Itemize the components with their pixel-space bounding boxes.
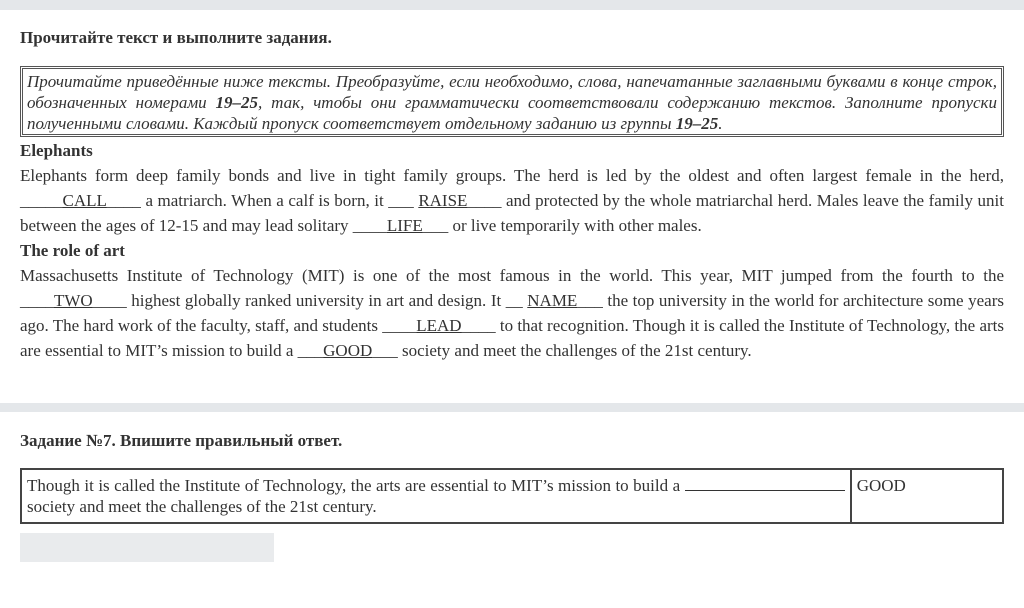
text2-paragraph <box>20 263 1004 363</box>
answer-value: GOOD <box>856 476 906 495</box>
question-cell <box>21 469 851 523</box>
keyword-life: LIFE <box>386 216 423 235</box>
answer-blank <box>685 476 845 491</box>
text1-segment: ____ and protected by the whole matriarchal herd. Males leave the family unit between the ages of 12-15 and may lead solitary ____ <box>20 191 1004 235</box>
instructions-part-3: . <box>718 114 723 133</box>
text1-segment: Elephants form deep family bonds and live in tight family groups. The herd is led by the oldest and often largest female in the herd, _____ <box>20 166 1004 210</box>
section-divider <box>0 403 1024 412</box>
text1-segment: ___ or live temporarily with other males. <box>422 216 702 235</box>
text2-segment: ___ society and meet the challenges of the 21st century. <box>372 341 752 360</box>
instructions-range-1: 19–25 <box>215 93 259 112</box>
text2-segment: ____ highest globally ranked university in art and design. It __ <box>92 291 528 310</box>
text2-segment: ___ the top university in the world for architecture some years ago. The hard work of the faculty, staff, and students ____ <box>20 291 1004 335</box>
text1-segment: ____ a matriarch. When a calf is born, it ___ <box>106 191 419 210</box>
keyword-good: GOOD <box>323 341 373 360</box>
text2-segment: ____ to that recognition. Though it is called the Institute of Technology, the arts are essential to MIT’s mission to build a ___ <box>20 316 1004 360</box>
instructions-part-2: , так, чтобы они грамматически соответствовали содержанию текстов. Заполните пропуски полученными словами. Каждый пропуск соответствует отдельному заданию из группы <box>27 93 997 133</box>
page-title: Прочитайте текст и выполните задания. <box>20 28 332 47</box>
text2-segment: Massachusetts Institute of Technology (MIT) is one of the most famous in the world. This year, MIT jumped from the fourth to the ____ <box>20 266 1004 310</box>
instructions-text <box>27 71 997 134</box>
question-text-after: society and meet the challenges of the 21st century. <box>27 497 377 516</box>
text1-paragraph <box>20 163 1004 238</box>
instructions-box <box>20 66 1004 137</box>
keyword-raise: RAISE <box>418 191 468 210</box>
keyword-lead: LEAD <box>416 316 462 335</box>
answer-cell[interactable] <box>851 469 1003 523</box>
keyword-call: CALL <box>62 191 107 210</box>
text1-title: Elephants <box>20 141 93 160</box>
instructions-part-1: Прочитайте приведённые ниже тексты. Преобразуйте, если необходимо, слова, напечатанные заглавными буквами в конце строк, обозначенных номерами <box>27 72 997 112</box>
question-text-before: Though it is called the Institute of Technology, the arts are essential to MIT’s mission to build a <box>27 476 685 495</box>
keyword-two: TWO <box>54 291 93 310</box>
answer-table <box>20 468 1004 524</box>
text2-title: The role of art <box>20 241 125 260</box>
task-title: Задание №7. Впишите правильный ответ. <box>20 431 343 450</box>
keyword-name: NAME <box>527 291 578 310</box>
submit-button[interactable] <box>20 533 274 562</box>
instructions-range-2: 19–25 <box>675 114 719 133</box>
top-divider <box>0 0 1024 10</box>
